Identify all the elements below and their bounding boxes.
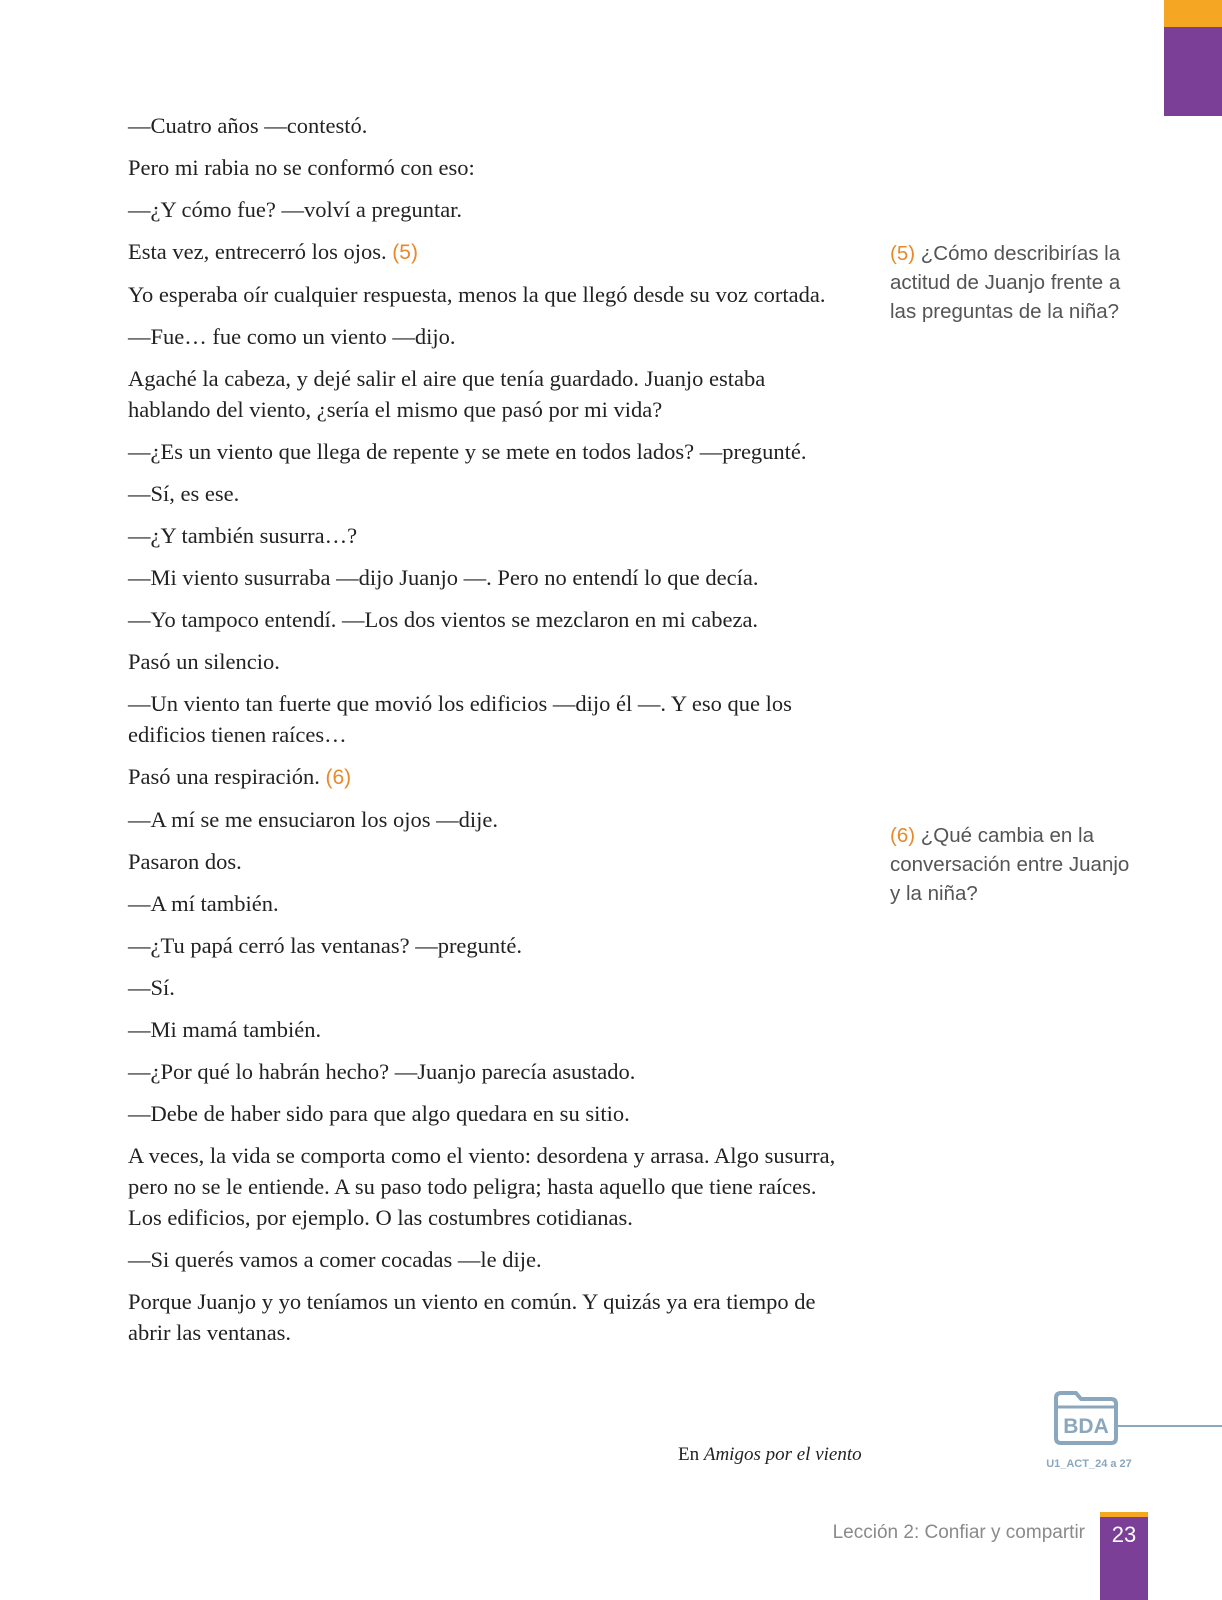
paragraph: Pasó un silencio.: [128, 649, 280, 674]
corner-tab: [1164, 0, 1222, 116]
paragraph: —¿Por qué lo habrán hecho? —Juanjo parecía asustado.: [128, 1059, 636, 1084]
source-citation: [678, 1444, 862, 1466]
bda-connector-line: [1108, 1425, 1222, 1427]
bda-code: U1_ACT_24 a 27: [1046, 1458, 1132, 1470]
paragraph: —Sí, es ese.: [128, 481, 240, 506]
paragraph: —Mi viento susurraba —dijo Juanjo —. Pero no entendí lo que decía.: [128, 565, 759, 590]
paragraph: A veces, la vida se comporta como el viento: desordena y arrasa. Algo susurra, pero no se le entiende. A su paso todo peligra; hasta aquello que tiene raíces. Los edificios, por ejemplo. O las costumbres cotidianas.: [128, 1143, 836, 1230]
paragraph-text: Pasó una respiración.: [128, 764, 320, 789]
paragraph-text: Esta vez, entrecerró los ojos.: [128, 239, 387, 264]
question-ref-6[interactable]: (6): [325, 766, 352, 789]
corner-tab-purple: [1164, 27, 1222, 116]
paragraph: —¿Es un viento que llega de repente y se mete en todos lados? —pregunté.: [128, 439, 807, 464]
paragraph: [128, 761, 848, 793]
corner-tab-orange: [1164, 0, 1222, 27]
question-text: ¿Cómo describirías la actitud de Juanjo frente a las preguntas de la niña?: [890, 242, 1121, 323]
page-number: 23: [1111, 1522, 1137, 1547]
paragraph: Porque Juanjo y yo teníamos un viento en común. Y quizás ya era tiempo de abrir las ventanas.: [128, 1289, 816, 1345]
paragraph: —Un viento tan fuerte que movió los edificios —dijo él —. Y eso que los edificios tienen raíces…: [128, 691, 792, 747]
paragraph: —A mí también.: [128, 891, 279, 916]
story-text: [128, 110, 848, 1359]
margin-question-5: [890, 239, 1140, 326]
paragraph: —¿Y cómo fue? —volví a preguntar.: [128, 197, 463, 222]
page-box-accent: [1100, 1512, 1148, 1517]
paragraph: —Yo tampoco entendí. —Los dos vientos se mezclaron en mi cabeza.: [128, 607, 759, 632]
paragraph: Agaché la cabeza, y dejé salir el aire que tenía guardado. Juanjo estaba hablando del viento, ¿sería el mismo que pasó por mi vida?: [128, 366, 766, 422]
paragraph: Yo esperaba oír cualquier respuesta, menos la que llegó desde su voz cortada.: [128, 282, 826, 307]
paragraph: Pero mi rabia no se conformó con eso:: [128, 155, 475, 180]
paragraph: [128, 236, 848, 268]
paragraph: —¿Tu papá cerró las ventanas? —pregunté.: [128, 933, 523, 958]
source-prefix: En: [678, 1444, 700, 1465]
paragraph: —A mí se me ensuciaron los ojos —dije.: [128, 807, 498, 832]
margin-question-6: [890, 821, 1140, 908]
source-work-title: Amigos por el viento: [703, 1444, 862, 1465]
paragraph: —Mi mamá también.: [128, 1017, 322, 1042]
paragraph: —¿Y también susurra…?: [128, 523, 358, 548]
question-text: ¿Qué cambia en la conversación entre Juanjo y la niña?: [890, 824, 1130, 905]
folder-icon[interactable]: [1050, 1388, 1122, 1448]
paragraph: —Si querés vamos a comer cocadas —le dije.: [128, 1247, 542, 1272]
question-ref-5[interactable]: (5): [392, 241, 418, 264]
question-number: (6): [890, 824, 916, 847]
question-number: (5): [890, 242, 916, 265]
bda-label: BDA: [1063, 1415, 1109, 1438]
paragraph: —Cuatro años —contestó.: [128, 113, 368, 138]
paragraph: Pasaron dos.: [128, 849, 242, 874]
paragraph: —Debe de haber sido para que algo quedara en su sitio.: [128, 1101, 630, 1126]
footer-lesson-title: Lección 2: Confiar y compartir: [832, 1522, 1085, 1543]
paragraph: —Sí.: [128, 975, 175, 1000]
paragraph: —Fue… fue como un viento —dijo.: [128, 324, 456, 349]
page-number-box: [1100, 1512, 1148, 1600]
